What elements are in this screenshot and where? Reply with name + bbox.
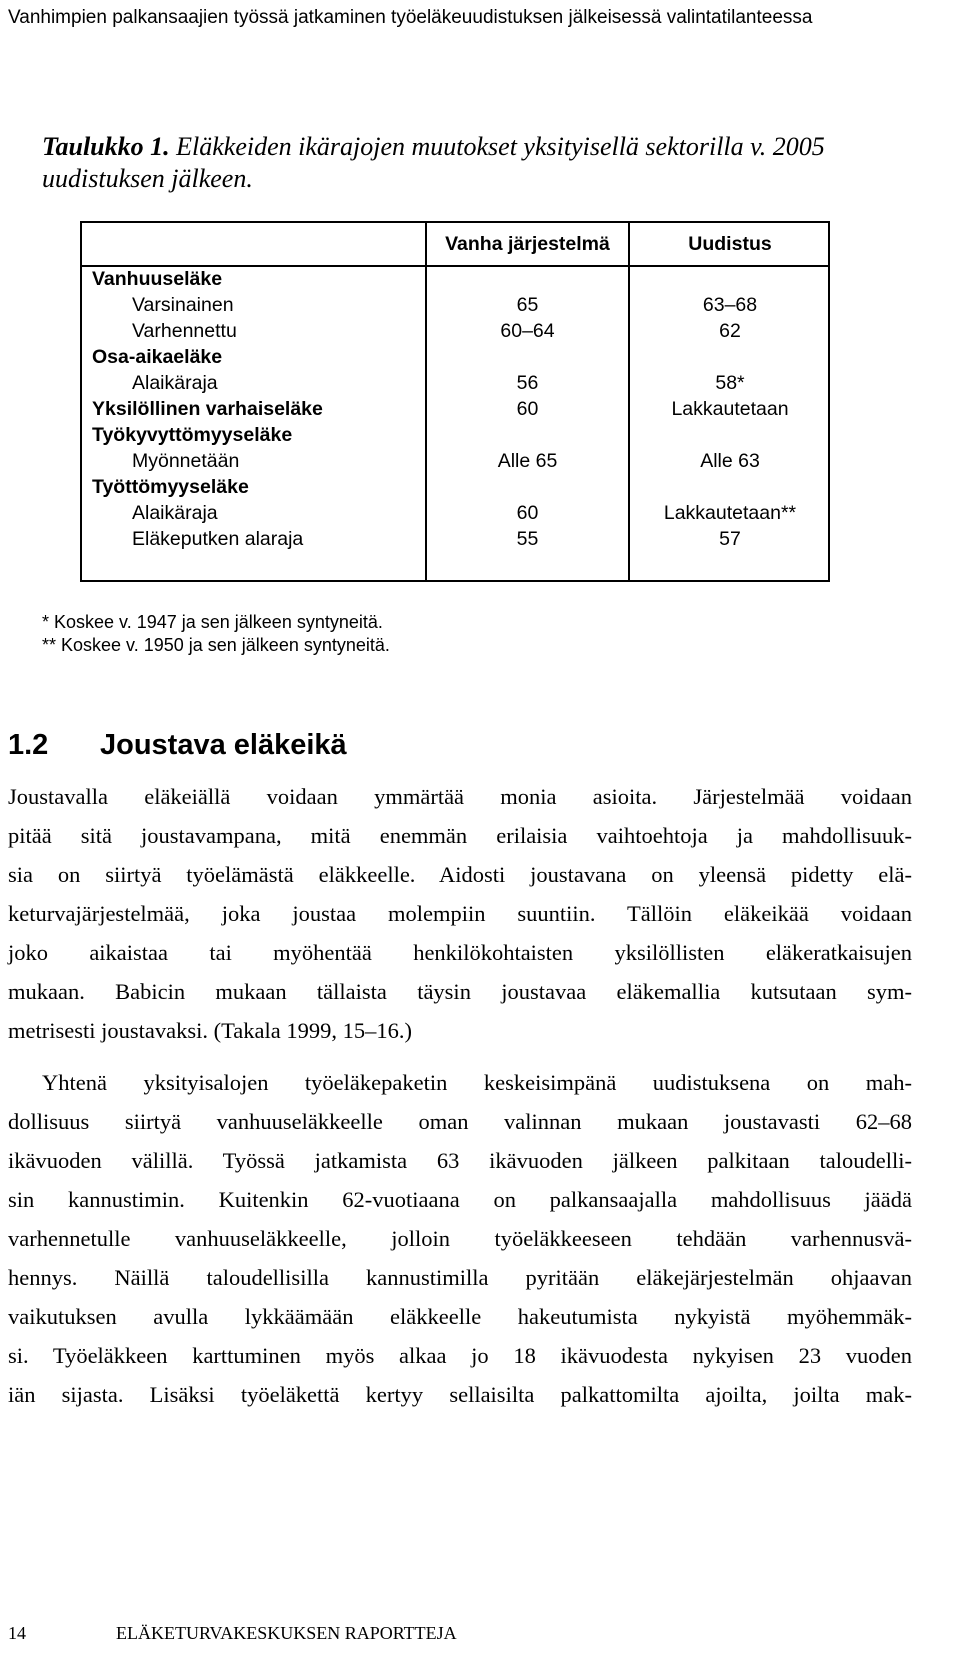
retirement-age-table	[80, 221, 830, 582]
report-series-name: ELÄKETURVAKESKUKSEN RAPORTTEJA	[116, 1623, 457, 1643]
page-number: 14	[8, 1623, 26, 1643]
paragraph-line: pitää sitä joustavampana, mitä enemmän erilaisia vaihtoehtoja ja mahdollisuuk-	[8, 823, 912, 848]
table-row	[82, 396, 828, 422]
new-value: Lakkautetaan**	[663, 502, 797, 524]
old-value: 56	[516, 372, 539, 394]
table-row	[82, 526, 828, 552]
paragraph-line: sin kannustimin. Kuitenkin 62-vuotiaana on palkansaajalla mahdollisuus jäädä	[8, 1187, 912, 1212]
paragraph-line: ikävuoden välillä. Työssä jatkamista 63 ikävuoden jälkeen palkitaan taloudelli-	[8, 1148, 912, 1173]
new-value: 62	[719, 320, 741, 342]
new-value: Lakkautetaan	[671, 398, 789, 420]
running-header: Vanhimpien palkansaajien työssä jatkaminen työeläkeuudistuksen jälkeisessä valintatilanteessa	[8, 7, 813, 28]
new-value: Alle 63	[700, 450, 760, 472]
table-row	[82, 292, 828, 318]
row-label: Varsinainen	[132, 294, 234, 316]
paragraph-line: iän sijasta. Lisäksi työeläkettä kertyy sellaisilta palkattomilta ajoilta, joilta mak-	[8, 1382, 912, 1407]
row-label: Työttömyyseläke	[92, 476, 249, 498]
row-label: Osa-aikaeläke	[92, 346, 223, 368]
table-row	[82, 370, 828, 396]
paragraph-line: joko aikaistaa tai myöhentää henkilökohtaisten yksilöllisten eläkeratkaisujen	[8, 940, 912, 965]
paragraph-line: sia on siirtyä työelämästä eläkkeelle. Aidosti joustavana on yleensä pidetty elä-	[8, 862, 912, 887]
table-row	[82, 344, 828, 370]
caption-label: Taulukko 1.	[42, 132, 170, 161]
old-value: 60–64	[500, 320, 555, 342]
table-footnote: * Koskee v. 1947 ja sen jälkeen syntyneitä.	[42, 612, 383, 632]
table-caption	[42, 131, 922, 195]
paragraph-line: si. Työeläkkeen karttuminen myös alkaa jo 18 ikävuodesta nykyisen 23 vuoden	[8, 1343, 912, 1368]
table-row	[82, 448, 828, 474]
table-row	[82, 318, 828, 344]
row-label: Myönnetään	[132, 450, 240, 472]
column-header-old-system: Vanha järjestelmä	[445, 233, 610, 255]
section-heading	[8, 727, 347, 763]
paragraph-line: Joustavalla eläkeiällä voidaan ymmärtää monia asioita. Järjestelmää voidaan	[8, 784, 912, 809]
column-header-reform: Uudistus	[688, 233, 772, 255]
paragraph-line: metrisesti joustavaksi. (Takala 1999, 15–16.)	[8, 1018, 412, 1043]
row-label: Työkyvyttömyyseläke	[92, 424, 293, 446]
old-value: Alle 65	[497, 450, 558, 472]
paragraph-line: dollisuus siirtyä vanhuuseläkkeelle oman valinnan mukaan joustavasti 62–68	[8, 1109, 912, 1134]
paragraph-line: mukaan. Babicin mukaan tällaista täysin joustavaa eläkemallia kutsutaan sym-	[8, 979, 912, 1004]
paragraph-line: keturvajärjestelmää, joka joustaa molempiin suuntiin. Tällöin eläkeikää voidaan	[8, 901, 912, 926]
caption-title-line2: uudistuksen jälkeen.	[42, 164, 253, 193]
paragraph-line: vaikutuksen avulla lykkäämään eläkkeelle hakeutumista nykyistä myöhemmäk-	[8, 1304, 912, 1329]
table-row	[82, 474, 828, 500]
paragraph-line: varhennetulle vanhuuseläkkeelle, jolloin työeläkkeeseen tehdään varhennusvä-	[8, 1226, 912, 1251]
new-value: 58*	[715, 372, 745, 394]
old-value: 60	[516, 398, 539, 420]
section-number: 1.2	[8, 729, 49, 761]
row-label: Alaikäraja	[132, 502, 218, 524]
old-value: 60	[516, 502, 539, 524]
caption-title-line1: Eläkkeiden ikärajojen muutokset yksityisellä sektorilla v. 2005	[169, 132, 825, 161]
row-label: Yksilöllinen varhaiseläke	[92, 398, 323, 420]
table-row	[82, 266, 828, 292]
paragraph-line: hennys. Näillä taloudellisilla kannustimilla pyritään eläkejärjestelmän ohjaavan	[8, 1265, 912, 1290]
row-label: Varhennettu	[132, 320, 237, 342]
table-row	[82, 422, 828, 448]
table-row	[82, 500, 828, 526]
paragraph-line: Yhtenä yksityisalojen työeläkepaketin keskeisimpänä uudistuksena on mah-	[42, 1070, 912, 1095]
new-value: 57	[719, 528, 741, 550]
section-title: Joustava eläkeikä	[100, 729, 347, 761]
row-label: Vanhuuseläke	[92, 268, 223, 290]
row-label: Alaikäraja	[132, 372, 218, 394]
table-footnote: ** Koskee v. 1950 ja sen jälkeen syntyneitä.	[42, 635, 390, 655]
row-label: Eläkeputken alaraja	[132, 528, 304, 550]
old-value: 55	[516, 528, 539, 550]
new-value: 63–68	[702, 294, 758, 316]
old-value: 65	[516, 294, 539, 316]
page-footer	[8, 1620, 948, 1646]
